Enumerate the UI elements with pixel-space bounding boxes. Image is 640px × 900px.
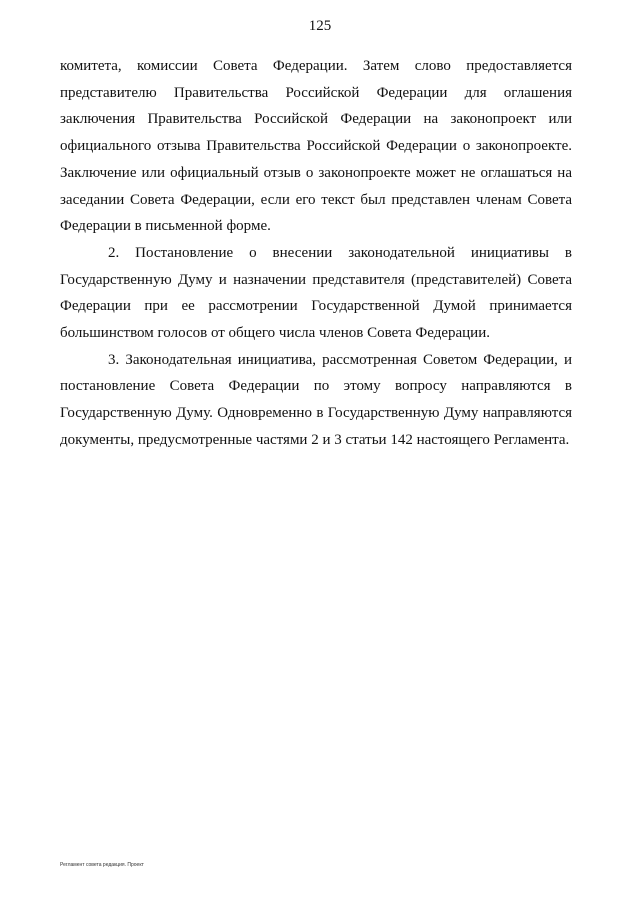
page-number: 125 (308, 18, 332, 34)
paragraph-item-3: 3. Законодательная инициатива, рассмотренная Советом Федерации, и постановление Совета Федерации по этому вопросу направляются в Государственную Думу. Одновременно в Государственную Думу направляются документы, предусмотренные частями 2 и 3 статьи 142 настоящего Регламента. (60, 351, 572, 448)
paragraph-item-2: 2. Постановление о внесении законодательной инициативы в Государственную Думу и назначении представителя (представителей) Совета Федерации при ее рассмотрении Государственной Думой принимается большинством голосов от общего числа членов Совета Федерации. (60, 244, 572, 342)
footer-note: Регламент совета редакция. Проект (60, 862, 144, 868)
paragraph-continuation: комитета, комиссии Совета Федерации. Затем слово предоставляется представителю Правительства Российской Федерации для оглашения заключения Правительства Российской Федерации на законопроект или официального отзыва Правительства Российской Федерации о законопроекте. Заключение или официальный отзыв о законопроекте может не оглашаться на заседании Совета Федерации, если его текст был представлен членам Совета Федерации в письменной форме. (60, 58, 572, 235)
document-body (60, 53, 572, 454)
